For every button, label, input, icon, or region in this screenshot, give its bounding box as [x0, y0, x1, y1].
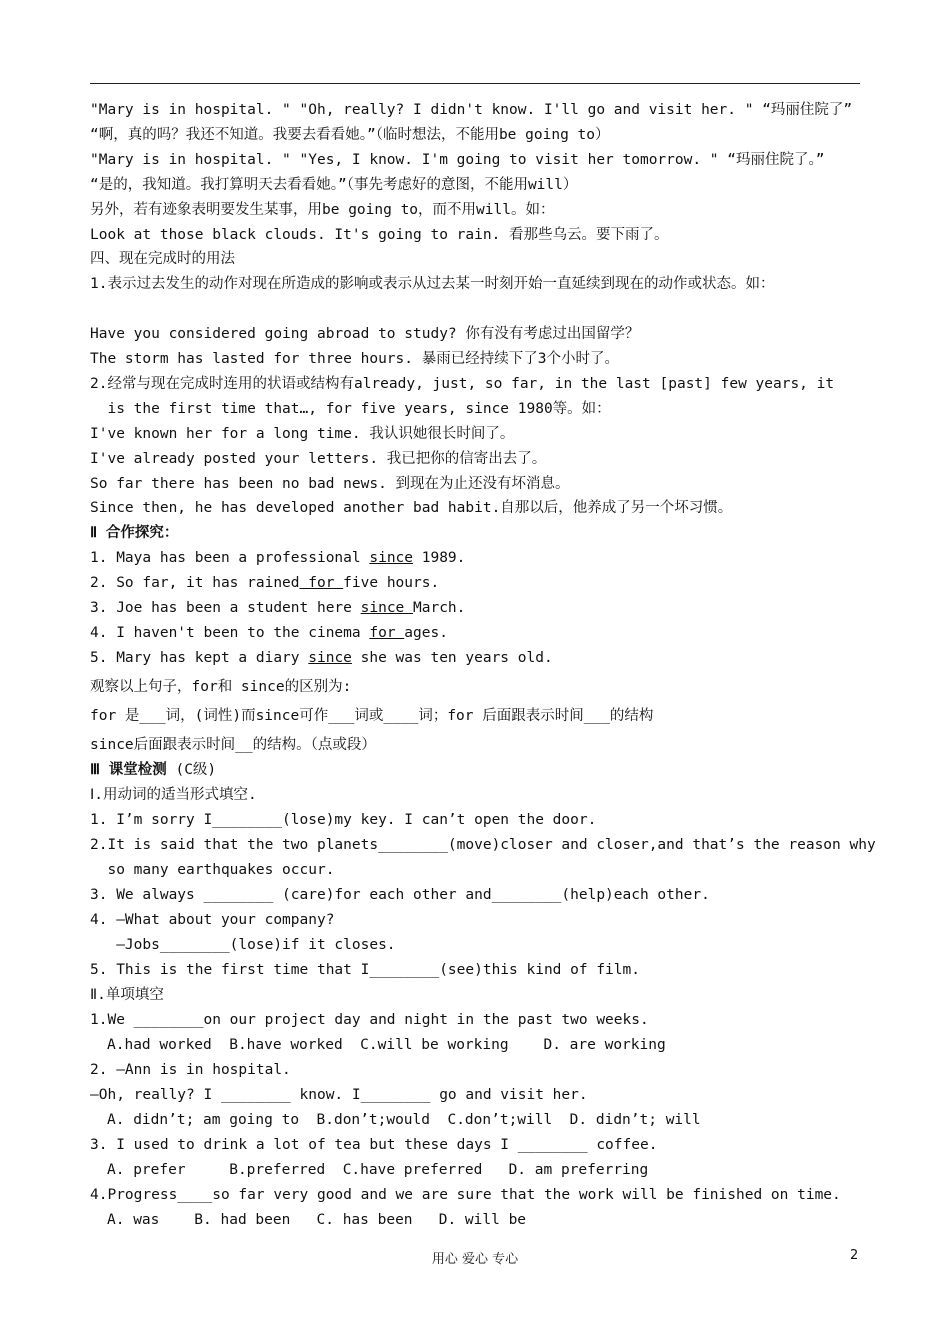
exercise-line: 3. I used to drink a lot of tea but these days I ________ coffee. [90, 1137, 658, 1153]
example-sentence [90, 648, 553, 668]
exercise-line: Ⅰ.用动词的适当形式填空. [90, 787, 257, 803]
exercise-line: A.had worked B.have worked C.will be working D. are working [107, 1037, 666, 1053]
exercise-line: 4.Progress____so far very good and we are sure that the work will be finished on time. [90, 1187, 841, 1203]
observe-prompt: 观察以上句子，for和 since的区别为: [90, 679, 352, 695]
text-line: Look at those black clouds. It's going to rain. 看那些乌云。要下雨了。 [90, 227, 669, 243]
exercise-line: 2. —Ann is in hospital. [90, 1062, 291, 1078]
header-rule [90, 83, 860, 84]
example-sentence [90, 623, 448, 643]
page-footer: 用心 爱心 专心 [431, 1252, 519, 1267]
exercise-line: 3. We always ________ (care)for each other and________(help)each other. [90, 887, 710, 903]
text-line: I've known her for a long time. 我认识她很长时间了。 [90, 426, 515, 442]
level-label: (C级) [166, 762, 217, 778]
exercise-line: 2.It is said that the two planets________(move)closer and closer,and that’s the reason why [90, 837, 876, 853]
page-number: 2 [850, 1248, 859, 1263]
text-line: I've already posted your letters. 我已把你的信寄出去了。 [90, 451, 547, 467]
text-line: The storm has lasted for three hours. 暴雨已经持续下了3个小时了。 [90, 351, 619, 367]
section-heading-cooperative: Ⅱ 合作探究： [90, 525, 179, 541]
example-sentence [90, 573, 439, 593]
sentence-text: 4. I haven't been to the cinema [90, 625, 370, 641]
sentence-text: 3. Joe has been a student here [90, 600, 361, 616]
exercise-line: 1.We ________on our project day and night in the past two weeks. [90, 1012, 649, 1028]
sentence-text: 1. Maya has been a professional [90, 550, 370, 566]
exercise-line: —Jobs________(lose)if it closes. [90, 937, 396, 953]
text-line: Since then, he has developed another bad habit.自那以后，他养成了另一个坏习惯。 [90, 500, 733, 516]
text-line: “啊，真的吗？我还不知道。我要去看看她。”（临时想法，不能用be going to） [90, 127, 610, 143]
sentence-text: five hours. [343, 575, 440, 591]
section-heading: 四、现在完成时的用法 [90, 251, 235, 267]
text-line: 1.表示过去发生的动作对现在所造成的影响或表示从过去某一时刻开始一直延续到现在的动作或状态。如： [90, 276, 775, 292]
exercise-line: 1. I’m sorry I________(lose)my key. I can’t open the door. [90, 812, 597, 828]
text-line: 另外，若有迹象表明要发生某事，用be going to，而不用will。如： [90, 202, 555, 218]
text-line: So far there has been no bad news. 到现在为止还没有坏消息。 [90, 476, 570, 492]
underlined-word: for [369, 625, 405, 641]
text-line: is the first time that…, for five years, since 1980等。如： [90, 401, 611, 417]
example-sentence [90, 548, 465, 568]
sentence-text: 5. Mary has kept a diary [90, 650, 309, 666]
sentence-text: she was ten years old. [351, 650, 553, 666]
sentence-text: ages. [404, 625, 448, 641]
exercise-line: 4. —What about your company? [90, 912, 335, 928]
exercise-line: A. prefer B.preferred C.have preferred D. am preferring [107, 1162, 649, 1178]
exercise-line: A. didn’t; am going to B.don’t;would C.don’t;will D. didn’t; will [107, 1112, 701, 1128]
underlined-word: since [308, 650, 352, 666]
underlined-word: since [369, 550, 414, 566]
text-line: "Mary is in hospital. " "Yes, I know. I'm going to visit her tomorrow. " “玛丽住院了。” [90, 152, 825, 168]
exercise-line: Ⅱ.单项填空 [90, 987, 164, 1003]
text-line: “是的，我知道。我打算明天去看看她。”（事先考虑好的意图，不能用will） [90, 177, 578, 193]
text-line: "Mary is in hospital. " "Oh, really? I didn't know. I'll go and visit her. " “玛丽住院了” [90, 102, 853, 118]
fill-blank-line: since后面跟表示时间__的结构。（点或段） [90, 737, 376, 753]
sentence-text: 2. So far, it has rained [90, 575, 300, 591]
text-line: 2.经常与现在完成时连用的状语或结构有already, just, so far, in the last [past] few years, it [90, 376, 835, 392]
example-sentence [90, 598, 465, 618]
exercise-line: —Oh, really? I ________ know. I________ go and visit her. [90, 1087, 588, 1103]
fill-blank-line: for 是___词，(词性)而since可作___词或____词；for 后面跟表示时间___的结构 [90, 708, 654, 724]
sentence-text: March. [413, 600, 466, 616]
underlined-word: since [360, 600, 414, 616]
section-heading-classroom-test [90, 760, 216, 780]
underlined-word: for [299, 575, 344, 591]
heading-text: Ⅲ 课堂检测 [90, 762, 167, 778]
exercise-line: so many earthquakes occur. [90, 862, 335, 878]
text-line: Have you considered going abroad to study? 你有没有考虑过出国留学？ [90, 326, 640, 342]
exercise-line: A. was B. had been C. has been D. will be [107, 1212, 527, 1228]
exercise-line: 5. This is the first time that I________(see)this kind of film. [90, 962, 640, 978]
sentence-text: 1989. [413, 550, 466, 566]
